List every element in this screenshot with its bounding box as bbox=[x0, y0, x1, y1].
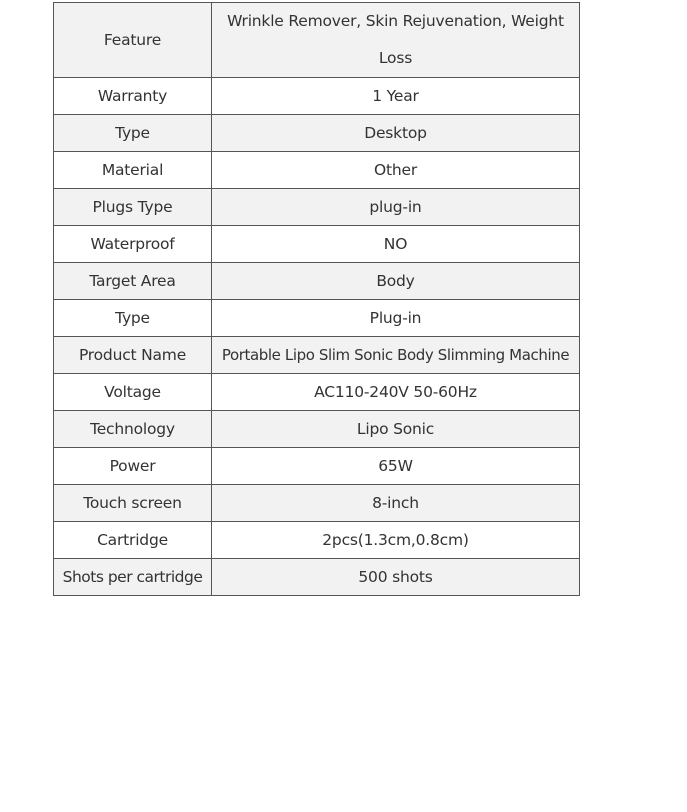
row-label: Voltage bbox=[54, 374, 212, 411]
row-label: Material bbox=[54, 152, 212, 189]
row-label: Feature bbox=[54, 3, 212, 78]
row-label: Cartridge bbox=[54, 522, 212, 559]
table-row-type-2 bbox=[54, 300, 580, 337]
row-value: Body bbox=[212, 263, 580, 300]
table-row-technology bbox=[54, 411, 580, 448]
specification-table bbox=[53, 2, 580, 596]
table-row-material bbox=[54, 152, 580, 189]
row-label: Target Area bbox=[54, 263, 212, 300]
table-row-plugs-type bbox=[54, 189, 580, 226]
row-label: Power bbox=[54, 448, 212, 485]
row-label: Technology bbox=[54, 411, 212, 448]
table-row-feature bbox=[54, 3, 580, 78]
table-row-power bbox=[54, 448, 580, 485]
row-label: Plugs Type bbox=[54, 189, 212, 226]
row-value: Desktop bbox=[212, 115, 580, 152]
table-row-shots-per-cartridge bbox=[54, 559, 580, 596]
table-row-target-area bbox=[54, 263, 580, 300]
table-row-waterproof bbox=[54, 226, 580, 263]
row-label: Touch screen bbox=[54, 485, 212, 522]
table-row-voltage bbox=[54, 374, 580, 411]
row-value: 65W bbox=[212, 448, 580, 485]
row-value: plug-in bbox=[212, 189, 580, 226]
table-row-product-name bbox=[54, 337, 580, 374]
row-value: 2pcs(1.3cm,0.8cm) bbox=[212, 522, 580, 559]
row-value: NO bbox=[212, 226, 580, 263]
table-row-touch-screen bbox=[54, 485, 580, 522]
row-label: Product Name bbox=[54, 337, 212, 374]
row-value: Plug-in bbox=[212, 300, 580, 337]
row-label: Type bbox=[54, 300, 212, 337]
table-row-type bbox=[54, 115, 580, 152]
table-row-warranty bbox=[54, 78, 580, 115]
row-value: 500 shots bbox=[212, 559, 580, 596]
row-label: Warranty bbox=[54, 78, 212, 115]
row-value: Wrinkle Remover, Skin Rejuvenation, Weight Loss bbox=[212, 3, 580, 78]
row-label: Shots per cartridge bbox=[54, 559, 212, 596]
row-value: Other bbox=[212, 152, 580, 189]
table-row-cartridge bbox=[54, 522, 580, 559]
row-value: 1 Year bbox=[212, 78, 580, 115]
row-value: 8-inch bbox=[212, 485, 580, 522]
row-label: Type bbox=[54, 115, 212, 152]
row-value: AC110-240V 50-60Hz bbox=[212, 374, 580, 411]
row-value: Lipo Sonic bbox=[212, 411, 580, 448]
row-value: Portable Lipo Slim Sonic Body Slimming Machine bbox=[212, 337, 580, 374]
row-label: Waterproof bbox=[54, 226, 212, 263]
